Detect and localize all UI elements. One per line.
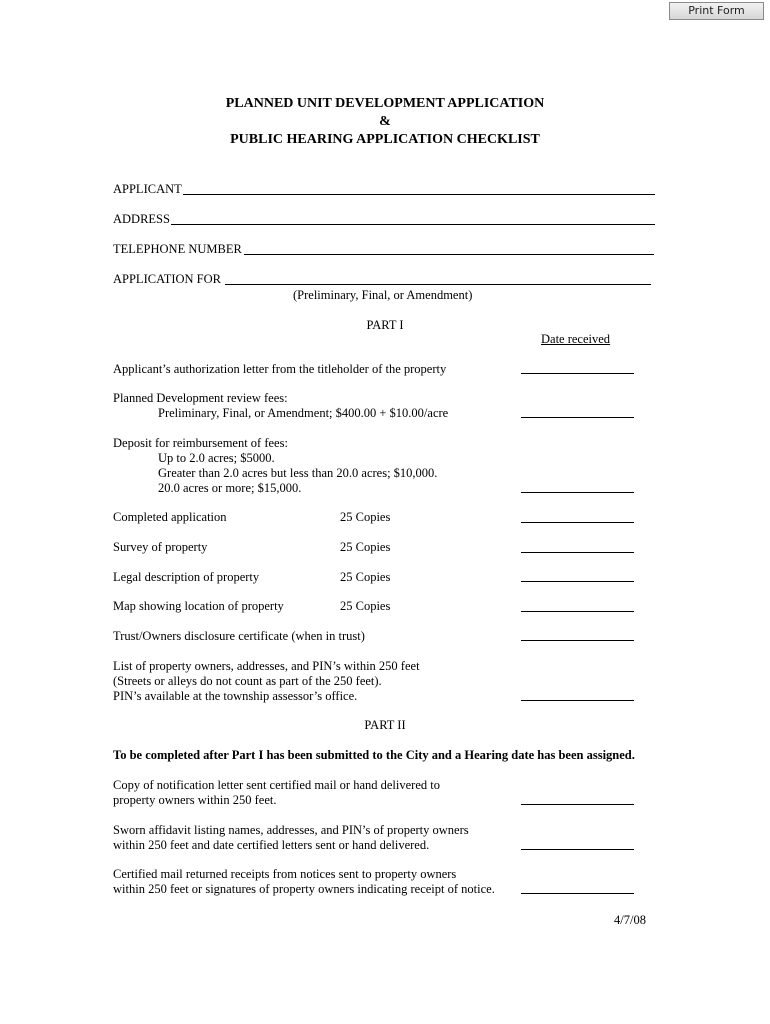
map-date-field[interactable] — [521, 611, 634, 612]
trust-date-field[interactable] — [521, 640, 634, 641]
notification-line-1: Copy of notification letter sent certified mail or hand delivered to — [113, 778, 440, 792]
survey-copies: 25 Copies — [340, 540, 391, 554]
telephone-label: TELEPHONE NUMBER — [113, 242, 242, 256]
application-for-field[interactable] — [225, 284, 651, 285]
print-form-button[interactable]: Print Form — [669, 2, 764, 20]
legal-description-item: Legal description of property — [113, 570, 260, 584]
document-title-ampersand: & — [379, 114, 391, 129]
deposit-date-field[interactable] — [521, 492, 634, 493]
authorization-date-field[interactable] — [521, 373, 634, 374]
applicant-field[interactable] — [183, 194, 655, 195]
affidavit-date-field[interactable] — [521, 849, 634, 850]
part-2-instruction: To be completed after Part I has been submitted to the City and a Hearing date has been assigned. — [113, 748, 635, 762]
date-received-header: Date received — [541, 332, 611, 346]
document-title-line1: PLANNED UNIT DEVELOPMENT APPLICATION — [225, 96, 545, 111]
address-label: ADDRESS — [113, 212, 170, 226]
application-for-hint: (Preliminary, Final, or Amendment) — [293, 288, 473, 302]
review-fees-date-field[interactable] — [521, 417, 634, 418]
authorization-item: Applicant’s authorization letter from the titleholder of the property — [113, 362, 447, 376]
revision-date: 4/7/08 — [614, 913, 646, 927]
part-1-heading: PART I — [366, 318, 404, 332]
owners-list-line-3: PIN’s available at the township assessor’s office. — [113, 689, 358, 703]
affidavit-line-1: Sworn affidavit listing names, addresses, and PIN’s of property owners — [113, 823, 469, 837]
address-field[interactable] — [171, 224, 655, 225]
legal-description-copies: 25 Copies — [340, 570, 391, 584]
completed-application-copies: 25 Copies — [340, 510, 391, 524]
notification-date-field[interactable] — [521, 804, 634, 805]
owners-list-line-2: (Streets or alleys do not count as part of the 250 feet). — [113, 674, 382, 688]
survey-item: Survey of property — [113, 540, 208, 554]
receipts-line-2: within 250 feet or signatures of property owners indicating receipt of notice. — [113, 882, 495, 896]
applicant-label: APPLICANT — [113, 182, 182, 196]
completed-application-date-field[interactable] — [521, 522, 634, 523]
review-fees-item: Planned Development review fees: — [113, 391, 288, 405]
legal-description-date-field[interactable] — [521, 581, 634, 582]
telephone-field[interactable] — [244, 254, 654, 255]
map-item: Map showing location of property — [113, 599, 284, 613]
map-copies: 25 Copies — [340, 599, 391, 613]
receipts-line-1: Certified mail returned receipts from notices sent to property owners — [113, 867, 457, 881]
deposit-tier-3: 20.0 acres or more; $15,000. — [158, 481, 302, 495]
part-2-heading: PART II — [364, 718, 406, 732]
document-title-line2: PUBLIC HEARING APPLICATION CHECKLIST — [230, 132, 540, 147]
receipts-date-field[interactable] — [521, 893, 634, 894]
owners-list-line-1: List of property owners, addresses, and PIN’s within 250 feet — [113, 659, 420, 673]
survey-date-field[interactable] — [521, 552, 634, 553]
completed-application-item: Completed application — [113, 510, 227, 524]
review-fees-detail: Preliminary, Final, or Amendment; $400.00 + $10.00/acre — [158, 406, 449, 420]
owners-list-date-field[interactable] — [521, 700, 634, 701]
deposit-tier-2: Greater than 2.0 acres but less than 20.0 acres; $10,000. — [158, 466, 438, 480]
deposit-tier-1: Up to 2.0 acres; $5000. — [158, 451, 275, 465]
deposit-item: Deposit for reimbursement of fees: — [113, 436, 288, 450]
affidavit-line-2: within 250 feet and date certified letters sent or hand delivered. — [113, 838, 430, 852]
application-for-label: APPLICATION FOR — [113, 272, 222, 286]
notification-line-2: property owners within 250 feet. — [113, 793, 277, 807]
trust-item: Trust/Owners disclosure certificate (when in trust) — [113, 629, 365, 643]
